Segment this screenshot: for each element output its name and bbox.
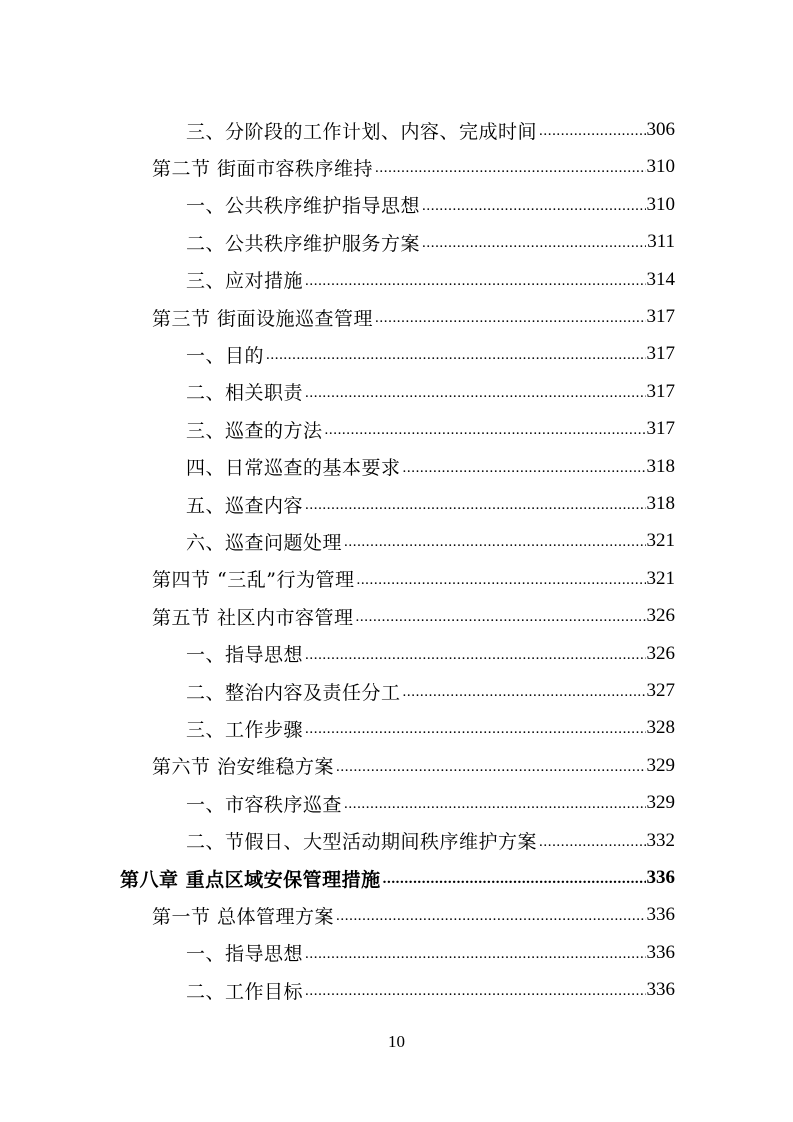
toc-dot-leader (305, 386, 645, 410)
toc-entry-title: 三、工作步骤 (186, 718, 304, 741)
toc-entry-item[interactable] (186, 112, 675, 148)
toc-entry-title: 四、日常巡查的基本要求 (186, 457, 401, 480)
toc-entry-title: 第二节 街面市容秩序维持 (152, 157, 374, 180)
toc-entry-title: 一、市容秩序巡查 (186, 793, 343, 816)
toc-entry-page: 321 (646, 567, 675, 589)
toc-entry-title: 二、整治内容及责任分工 (186, 681, 401, 704)
toc-entry-chapter[interactable] (120, 860, 675, 896)
toc-entry-page: 314 (646, 268, 675, 290)
toc-entry-page: 326 (646, 642, 675, 664)
toc-entry-item[interactable] (186, 785, 675, 821)
toc-entry-page: 317 (646, 380, 675, 402)
toc-entry-title: 第一节 总体管理方案 (152, 905, 335, 928)
toc-dot-leader (336, 760, 645, 784)
toc-entry-page: 318 (646, 455, 675, 477)
toc-entry-section[interactable] (152, 149, 675, 185)
toc-dot-leader (422, 199, 645, 223)
toc-dot-leader (305, 722, 645, 746)
toc-entry-title: 二、工作目标 (186, 980, 304, 1003)
toc-entry-section[interactable] (152, 299, 675, 335)
toc-entry-title: 三、分阶段的工作计划、内容、完成时间 (186, 120, 538, 143)
toc-entry-item[interactable] (186, 710, 675, 746)
toc-entry-page: 326 (646, 605, 675, 627)
toc-entry-page: 306 (646, 119, 675, 140)
toc-entry-page: 321 (646, 530, 675, 552)
toc-entry-page: 336 (646, 904, 675, 926)
toc-dot-leader (422, 236, 646, 260)
toc-entry-page: 327 (646, 680, 675, 701)
toc-entry-title: 第六节 治安维稳方案 (152, 756, 335, 779)
toc-entry-item[interactable] (186, 486, 675, 522)
toc-entry-page: 311 (647, 231, 675, 253)
toc-entry-title: 一、目的 (186, 344, 265, 367)
toc-entry-title: 五、巡查内容 (186, 494, 304, 517)
toc-dot-leader (305, 984, 645, 1008)
toc-dot-leader (383, 872, 646, 896)
toc-entry-item[interactable] (186, 449, 675, 485)
toc-dot-leader (375, 311, 645, 335)
toc-entry-section[interactable] (152, 748, 675, 784)
toc-dot-leader (336, 909, 645, 933)
toc-dot-leader (403, 685, 646, 709)
toc-entry-title: 第五节 社区内市容管理 (152, 606, 354, 629)
toc-entry-title: 第四节 “三乱”行为管理 (152, 569, 355, 592)
toc-dot-leader (356, 573, 645, 597)
toc-dot-leader (539, 835, 645, 859)
toc-entry-page: 317 (646, 306, 675, 327)
toc-entry-page: 329 (646, 754, 675, 776)
toc-entry-page: 336 (646, 941, 675, 963)
toc-entry-page: 332 (646, 829, 675, 851)
toc-entry-section[interactable] (152, 897, 675, 933)
toc-entry-section[interactable] (152, 561, 675, 597)
toc-dot-leader (325, 423, 646, 447)
toc-entry-item[interactable] (186, 411, 675, 447)
toc-entry-page: 318 (646, 493, 675, 514)
toc-entry-title: 三、应对措施 (186, 270, 304, 293)
toc-entry-page: 328 (646, 717, 675, 739)
toc-entry-item[interactable] (186, 636, 675, 672)
toc-entry-title: 第八章 重点区域安保管理措施 (120, 868, 381, 891)
toc-entry-item[interactable] (186, 336, 675, 372)
toc-entry-page: 310 (646, 193, 675, 215)
toc-entry-item[interactable] (186, 374, 675, 410)
toc-entry-item[interactable] (186, 935, 675, 971)
toc-entry-page: 329 (646, 792, 675, 814)
toc-entry-item[interactable] (186, 673, 675, 709)
toc-entry-item[interactable] (186, 187, 675, 223)
toc-entry-title: 二、相关职责 (186, 382, 304, 405)
toc-dot-leader (305, 498, 645, 522)
toc-dot-leader (305, 274, 645, 298)
page-number: 10 (388, 1032, 405, 1051)
toc-dot-leader (305, 648, 645, 672)
toc-entry-page: 310 (646, 156, 675, 178)
toc-entry-title: 一、指导思想 (186, 644, 304, 667)
toc-entry-title: 二、公共秩序维护服务方案 (186, 232, 421, 255)
toc-dot-leader (403, 461, 646, 485)
toc-entry-item[interactable] (186, 262, 675, 298)
toc-entry-page: 317 (646, 343, 675, 365)
toc-entry-title: 六、巡查问题处理 (186, 531, 343, 554)
toc-entry-item[interactable] (186, 972, 675, 1008)
toc-entry-page: 336 (646, 979, 675, 1001)
toc-entry-title: 三、巡查的方法 (186, 419, 323, 442)
toc-entry-item[interactable] (186, 523, 675, 559)
toc-dot-leader (266, 348, 645, 372)
toc-dot-leader (375, 161, 645, 185)
toc-entry-title: 一、指导思想 (186, 943, 304, 966)
toc-entry-title: 一、公共秩序维护指导思想 (186, 195, 421, 218)
toc-entry-page: 336 (646, 867, 675, 888)
toc-entry-page: 317 (646, 418, 675, 440)
toc-entry-section[interactable] (152, 598, 675, 634)
toc-dot-leader (344, 797, 645, 821)
toc-entry-title: 第三节 街面设施巡查管理 (152, 307, 374, 330)
toc-entry-item[interactable] (186, 823, 675, 859)
toc-entry-item[interactable] (186, 224, 675, 260)
toc-dot-leader (539, 124, 645, 148)
toc-dot-leader (344, 535, 645, 559)
toc-dot-leader (356, 610, 646, 634)
toc-dot-leader (305, 947, 645, 971)
toc-entry-title: 二、节假日、大型活动期间秩序维护方案 (186, 831, 538, 854)
